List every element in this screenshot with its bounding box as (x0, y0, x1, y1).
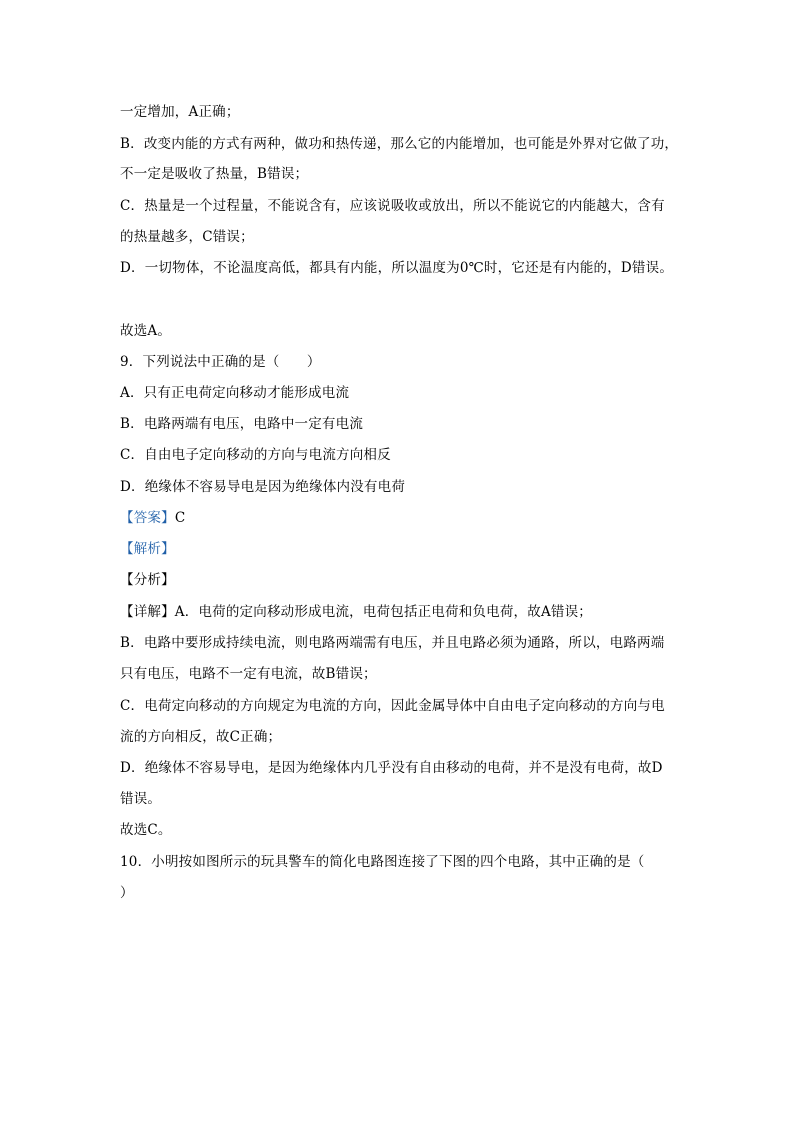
text-line: 的热量越多，C错误； (120, 229, 254, 245)
text-line: 不一定是吸收了热量，B错误； (120, 166, 309, 182)
option-d: D．绝缘体不容易导电是因为绝缘体内没有电荷 (120, 479, 406, 495)
analysis-label: 【解析】 (120, 541, 175, 557)
text-line: D．一切物体，不论温度高低，都具有内能，所以温度为0℃时，它还是有内能的，D错误。 (120, 260, 674, 276)
text-line: 【详解】A．电荷的定向移动形成电流，电荷包括正电荷和负电荷，故A错误； (120, 604, 592, 620)
text-line: ） (120, 885, 134, 901)
text-line: 流的方向相反，故C正确； (120, 729, 282, 745)
text-line: 故选C。 (120, 822, 172, 838)
text-line: D．绝缘体不容易导电，是因为绝缘体内几乎没有自由移动的电荷，并不是没有电荷，故D (120, 760, 663, 776)
answer-line (120, 508, 185, 528)
text-line: 只有电压，电路不一定有电流，故B错误； (120, 666, 377, 682)
text-line: 故选A。 (120, 323, 172, 339)
text-line: C．热量是一个过程量，不能说含有，应该说吸收或放出，所以不能说它的内能越大，含有 (120, 198, 665, 214)
option-c: C．自由电子定向移动的方向与电流方向相反 (120, 447, 391, 463)
option-a: A．只有正电荷定向移动才能形成电流 (120, 385, 350, 401)
question-stem: 10．小明按如图所示的玩具警车的简化电路图连接了下图的四个电路，其中正确的是（ (120, 854, 645, 870)
text-line: B．改变内能的方式有两种，做功和热传递，那么它的内能增加，也可能是外界对它做了功， (120, 136, 679, 152)
text-line: 一定增加，A正确； (120, 104, 240, 120)
answer-value: C (174, 510, 186, 526)
question-stem: 9．下列说法中正确的是（ ） (120, 354, 321, 370)
breakdown-label: 【分析】 (120, 572, 175, 588)
text-line: C．电荷定向移动的方向规定为电流的方向，因此金属导体中自由电子定向移动的方向与电 (120, 698, 665, 714)
text-line: B．电路中要形成持续电流，则电路两端需有电压，并且电路必须为通路，所以，电路两端 (120, 635, 665, 651)
text-line: 错误。 (120, 791, 162, 807)
option-b: B．电路两端有电压，电路中一定有电流 (120, 416, 364, 432)
answer-label: 【答案】 (120, 510, 175, 526)
